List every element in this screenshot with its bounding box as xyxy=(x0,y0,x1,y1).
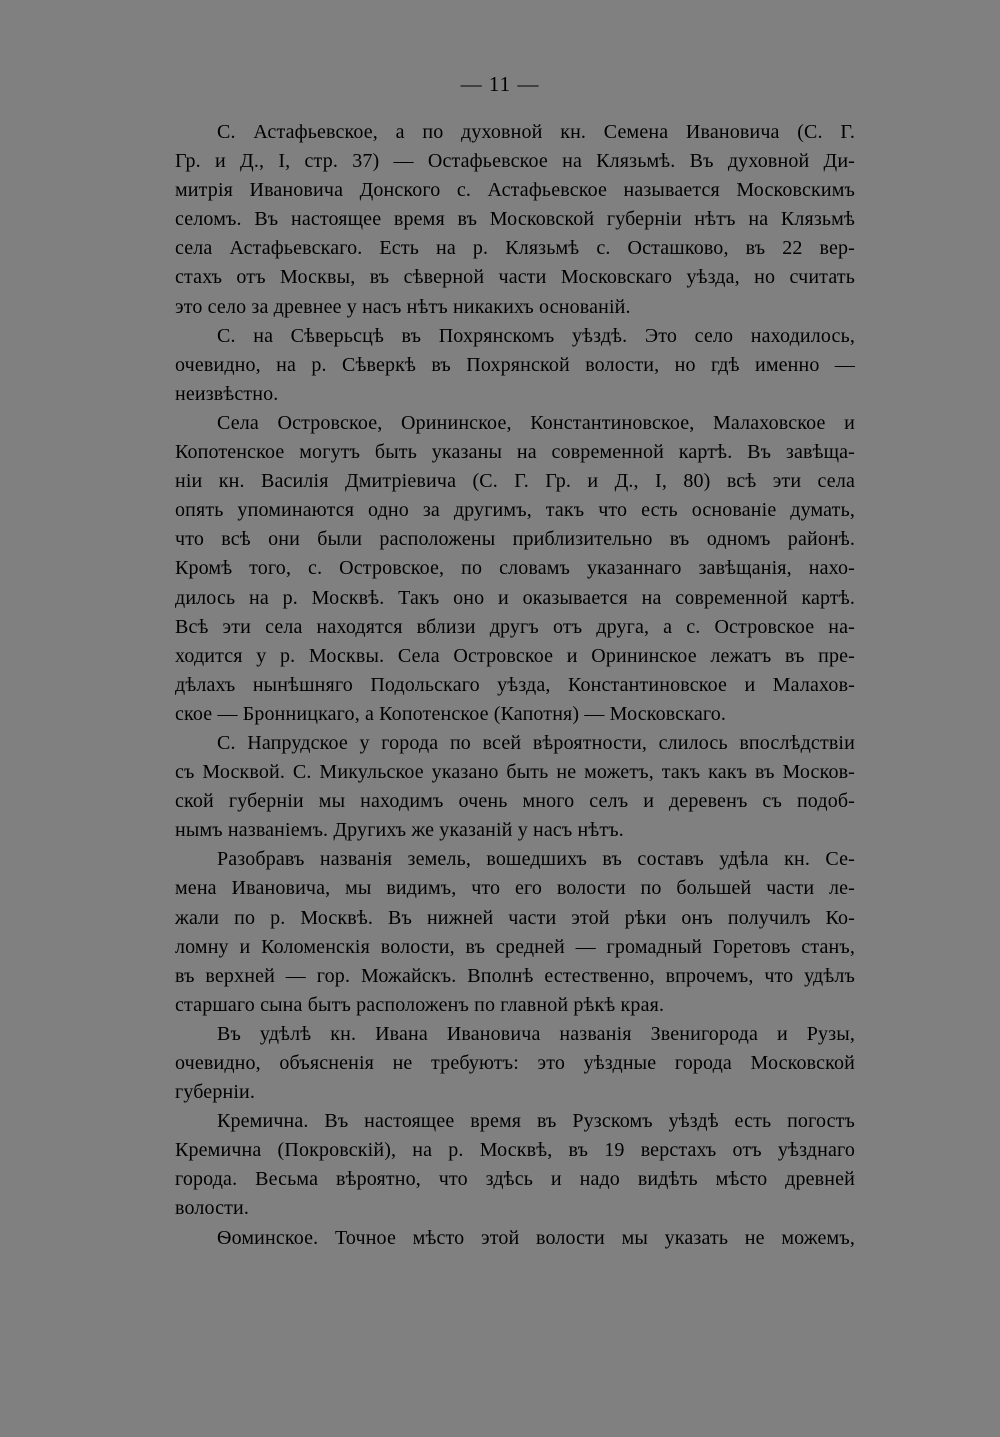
text-line: Гр. и Д., I, стр. 37) — Остафьевское на Клязьмѣ. Въ духовной Ди- xyxy=(175,150,855,173)
text-line: нымъ названіемъ. Другихъ же указаній у насъ нѣтъ. xyxy=(175,819,624,842)
text-line: селомъ. Въ настоящее время въ Московской губерніи нѣтъ на Клязьмѣ xyxy=(175,208,855,231)
text-line: волости. xyxy=(175,1197,250,1220)
text-line: губерніи. xyxy=(175,1081,256,1104)
text-line: С. Напрудское у города по всей вѣроятности, слилось впослѣдствіи xyxy=(217,731,855,754)
text-line: Разобравъ названія земель, вошедшихъ въ составъ удѣла кн. Се- xyxy=(217,848,855,871)
text-line: Копотенское могутъ быть указаны на современной картѣ. Въ завѣща- xyxy=(175,441,855,464)
text-line: С. Астафьевское, а по духовной кн. Семена Ивановича (С. Г. xyxy=(217,121,855,143)
text-line: ское — Бронницкаго, а Копотенское (Капотня) — Московскаго. xyxy=(175,702,727,725)
text-line: дѣлахъ нынѣшняго Подольскаго уѣзда, Константиновское и Малахов- xyxy=(175,673,855,696)
text-line: мена Ивановича, мы видимъ, что его волости по большей части ле- xyxy=(175,877,855,900)
text-line: что всѣ они были расположены приблизительно въ одномъ районѣ. xyxy=(175,528,855,551)
text-line: села Астафьевскаго. Есть на р. Клязьмѣ с. Осташково, въ 22 вер- xyxy=(175,237,855,260)
text-line: въ верхней — гор. Можайскъ. Вполнѣ естественно, впрочемъ, что удѣлъ xyxy=(175,964,855,987)
text-line: ской губерніи мы находимъ очень много селъ и деревенъ съ подоб- xyxy=(175,790,855,813)
text-line: Кремична (Покровскій), на р. Москвѣ, въ 19 верстахъ отъ уѣзднаго xyxy=(175,1139,855,1162)
text-line: ходится у р. Москвы. Села Островское и Орининское лежатъ въ пре- xyxy=(175,644,855,667)
text-line: города. Весьма вѣроятно, что здѣсь и надо видѣть мѣсто древней xyxy=(175,1168,855,1191)
page-number: — 11 — xyxy=(460,72,540,96)
text-line: ломну и Коломенскія волости, въ средней — громадный Горетовъ станъ, xyxy=(175,935,855,958)
text-line: старшаго сына бытъ расположенъ по главной рѣкѣ края. xyxy=(175,993,665,1016)
text-line: неизвѣстно. xyxy=(175,382,279,405)
text-line: очевидно, объясненія не требуютъ: это уѣздные города Московской xyxy=(175,1052,855,1074)
text-line: дилось на р. Москвѣ. Такъ оно и оказывается на современной картѣ. xyxy=(175,586,855,609)
text-line: Села Островское, Орининское, Константиновское, Малаховское и xyxy=(217,411,855,434)
text-line: очевидно, на р. Сѣверкѣ въ Похрянской волости, но гдѣ именно — xyxy=(175,353,855,376)
text-line: Ѳоминское. Точное мѣсто этой волости мы указать не можемъ, xyxy=(217,1226,855,1249)
text-line: митрія Ивановича Донского с. Астафьевское называется Московскимъ xyxy=(175,179,855,202)
text-line: Кремична. Въ настоящее время въ Рузскомъ уѣздѣ есть погостъ xyxy=(217,1110,855,1133)
text-line: Въ удѣлѣ кн. Ивана Ивановича названія Звенигорода и Рузы, xyxy=(217,1022,855,1045)
body-text xyxy=(175,118,855,1253)
text-line: жали по р. Москвѣ. Въ нижней части этой рѣки онъ получилъ Ко- xyxy=(175,906,855,929)
text-line: это село за древнее у насъ нѣтъ никакихъ основаній. xyxy=(175,295,631,318)
text-line: Кромѣ того, с. Островское, по словамъ указаннаго завѣщанія, нахо- xyxy=(175,557,855,580)
text-line: С. на Сѣверьсцѣ въ Похрянскомъ уѣздѣ. Это село находилось, xyxy=(217,324,855,347)
text-line: стахъ отъ Москвы, въ сѣверной части Московскаго уѣзда, но считать xyxy=(175,266,855,289)
text-line: ніи кн. Василія Дмитріевича (С. Г. Гр. и Д., I, 80) всѣ эти села xyxy=(175,470,855,493)
text-line: опять упоминаются одно за другимъ, такъ что есть основаніе думать, xyxy=(175,499,855,522)
text-line: Всѣ эти села находятся вблизи другъ отъ друга, а с. Островское на- xyxy=(175,615,855,638)
text-line: съ Москвой. С. Микульское указано быть не можетъ, такъ какъ въ Москов- xyxy=(175,761,855,784)
